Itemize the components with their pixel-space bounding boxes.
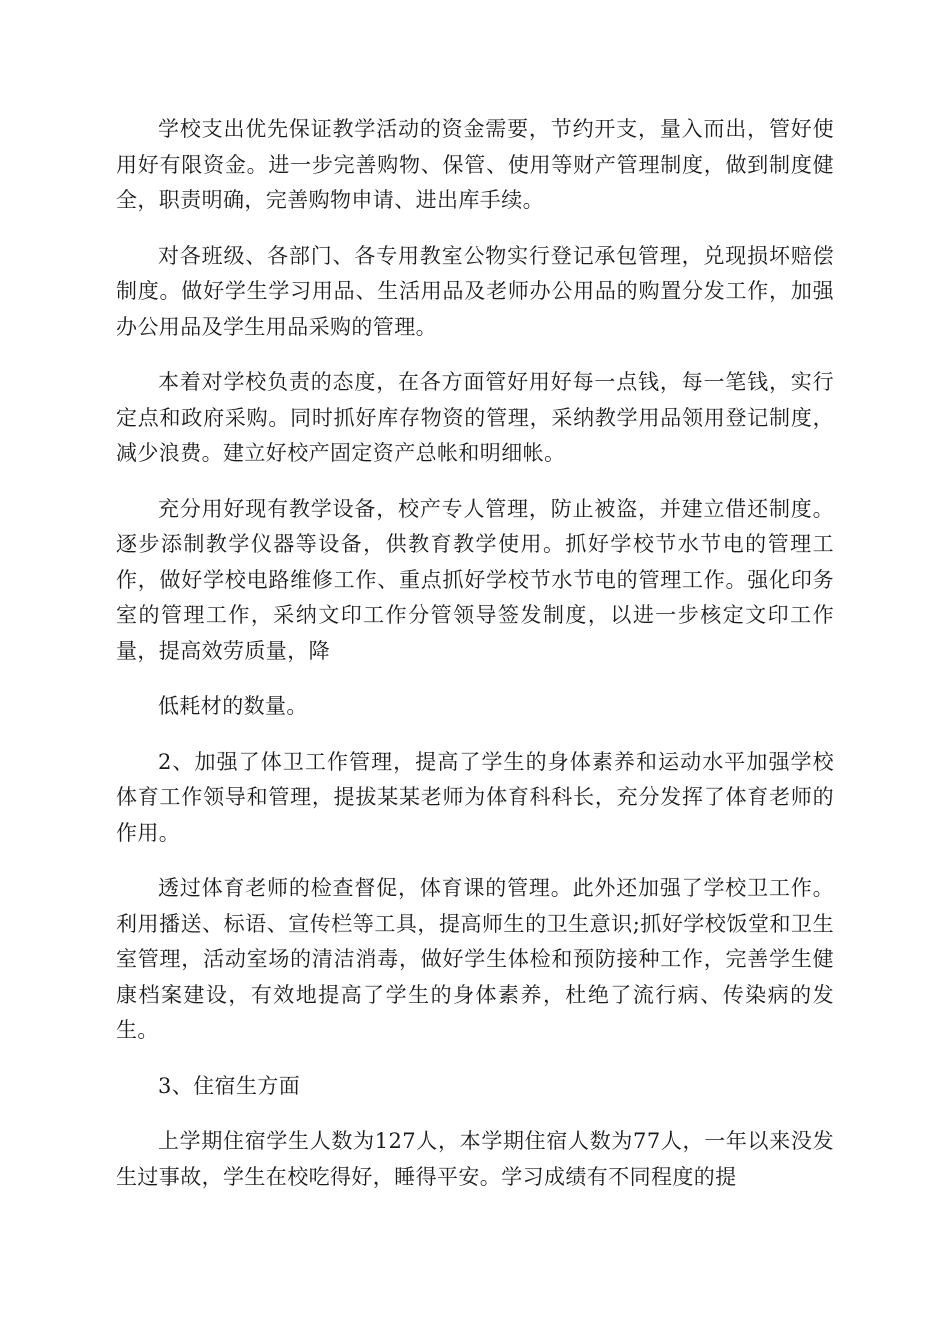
paragraph-property-management: 对各班级、各部门、各专用教室公物实行登记承包管理，兑现损坏赔偿制度。做好学生学习用品、生活用品及老师办公用品的购置分发工作，加强办公用品及学生用品采购的管理。: [116, 243, 834, 339]
paragraph-procurement: 本着对学校负责的态度，在各方面管好用好每一点钱，每一笔钱，实行定点和政府采购。同时抓好库存物资的管理，采纳教学用品领用登记制度，减少浪费。建立好校产固定资产总帐和明细帐。: [116, 370, 834, 465]
document-page: [116, 112, 834, 1215]
paragraph-boarding-students: 上学期住宿学生人数为127人，本学期住宿人数为77人，一年以来没发生过事故，学生在校吃得好，睡得平安。学习成绩有不同程度的提: [116, 1129, 834, 1189]
paragraph-consumables: 低耗材的数量。: [158, 694, 308, 718]
paragraph-budget: 学校支出优先保证教学活动的资金需要，节约开支，量入而出，管好使用好有限资金。进一步完善购物、保管、使用等财产管理制度，做到制度健全，职责明确，完善购物申请、进出库手续。: [116, 117, 834, 212]
paragraph-equipment: 充分用好现有教学设备，校产专人管理，防止被盗，并建立借还制度。逐步添制教学仪器等设备，供教育教学使用。抓好学校节水节电的管理工作，做好学校电路维修工作、重点抓好学校节水节电的管理工作。强化印务室的管理工作，采纳文印工作分管领导签发制度，以进一步核定文印工作量，提高效劳质量，降: [116, 496, 834, 663]
paragraph-sports-health: 2、加强了体卫工作管理，提高了学生的身体素养和运动水平加强学校体育工作领导和管理，提拔某某老师为体育科科长，充分发挥了体育老师的作用。: [116, 749, 834, 845]
paragraph-hygiene: 透过体育老师的检查督促，体育课的管理。此外还加强了学校卫工作。利用播送、标语、宣传栏等工具，提高师生的卫生意识;抓好学校饭堂和卫生室管理，活动室场的清洁消毒，做好学生体检和预防接种工作，完善学生健康档案建设，有效地提高了学生的身体素养，杜绝了流行病、传染病的发生。: [116, 876, 834, 1042]
section-heading-boarding: 3、住宿生方面: [158, 1073, 301, 1098]
